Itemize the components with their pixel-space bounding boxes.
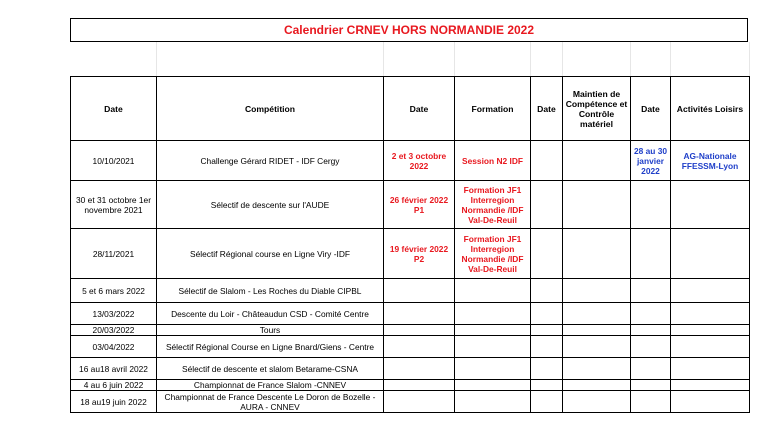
table-row: [71, 141, 750, 181]
header-loisirs-date: Date: [631, 77, 671, 141]
table-row: [71, 380, 750, 391]
row-formation: Session N2 IDF: [455, 141, 531, 181]
table-row: [71, 279, 750, 303]
title-box: [70, 18, 748, 42]
row-date: 16 au18 avril 2022: [71, 358, 157, 380]
row-formation: Formation JF1 Interregion Normandie /IDF Val-De-Reuil: [455, 229, 531, 279]
row-formation-date: 19 février 2022 P2: [384, 229, 455, 279]
header-maintien: Maintien de Compétence et Contrôle matériel: [563, 77, 631, 141]
row-competition: Sélectif Régional Course en Ligne Bnard/Giens - Centre: [157, 336, 384, 358]
header-maintien-date: Date: [531, 77, 563, 141]
row-competition: Sélectif de descente et slalom Betarame-CSNA: [157, 358, 384, 380]
row-loisirs: [671, 229, 750, 279]
header-loisirs: Activités Loisirs: [671, 77, 750, 141]
row-loisirs: [671, 181, 750, 229]
row-date: 30 et 31 octobre 1er novembre 2021: [71, 181, 157, 229]
row-date: 5 et 6 mars 2022: [71, 279, 157, 303]
row-date: 20/03/2022: [71, 325, 157, 336]
row-competition: Descente du Loir - Châteaudun CSD - Comité Centre: [157, 303, 384, 325]
row-competition: Sélectif Régional course en Ligne Viry -IDF: [157, 229, 384, 279]
row-loisirs-date: [631, 181, 671, 229]
table-row: [71, 358, 750, 380]
row-date: 18 au19 juin 2022: [71, 391, 157, 413]
row-loisirs-date: [631, 229, 671, 279]
row-formation-date: 26 février 2022 P1: [384, 181, 455, 229]
spacer-row: [70, 42, 749, 76]
row-competition: Championnat de France Descente Le Doron de Bozelle - AURA - CNNEV: [157, 391, 384, 413]
header-date: Date: [71, 77, 157, 141]
row-maintien: [563, 141, 631, 181]
header-formation: Formation: [455, 77, 531, 141]
row-loisirs-date: 28 au 30 janvier 2022: [631, 141, 671, 181]
row-competition: Tours: [157, 325, 384, 336]
calendar-table: [70, 76, 750, 413]
row-competition: Championnat de France Slalom -CNNEV: [157, 380, 384, 391]
table-row: [71, 325, 750, 336]
row-maintien-date: [531, 141, 563, 181]
table-row: [71, 391, 750, 413]
table-row: [71, 336, 750, 358]
row-formation-date: 2 et 3 octobre 2022: [384, 141, 455, 181]
row-date: 13/03/2022: [71, 303, 157, 325]
row-loisirs: AG-Nationale FFESSM-Lyon: [671, 141, 750, 181]
row-date: 10/10/2021: [71, 141, 157, 181]
header-row: [71, 77, 750, 141]
row-maintien-date: [531, 229, 563, 279]
row-date: 4 au 6 juin 2022: [71, 380, 157, 391]
row-competition: Sélectif de descente sur l'AUDE: [157, 181, 384, 229]
row-maintien: [563, 181, 631, 229]
row-maintien: [563, 229, 631, 279]
table-row: [71, 303, 750, 325]
table-row: [71, 229, 750, 279]
row-competition: Challenge Gérard RIDET - IDF Cergy: [157, 141, 384, 181]
row-formation: Formation JF1 Interregion Normandie /IDF Val-De-Reuil: [455, 181, 531, 229]
row-date: 03/04/2022: [71, 336, 157, 358]
table-row: [71, 181, 750, 229]
row-competition: Sélectif de Slalom - Les Roches du Diable CIPBL: [157, 279, 384, 303]
row-maintien-date: [531, 181, 563, 229]
row-date: 28/11/2021: [71, 229, 157, 279]
header-competition: Compétition: [157, 77, 384, 141]
header-formation-date: Date: [384, 77, 455, 141]
page-title: Calendrier CRNEV HORS NORMANDIE 2022: [283, 23, 535, 37]
